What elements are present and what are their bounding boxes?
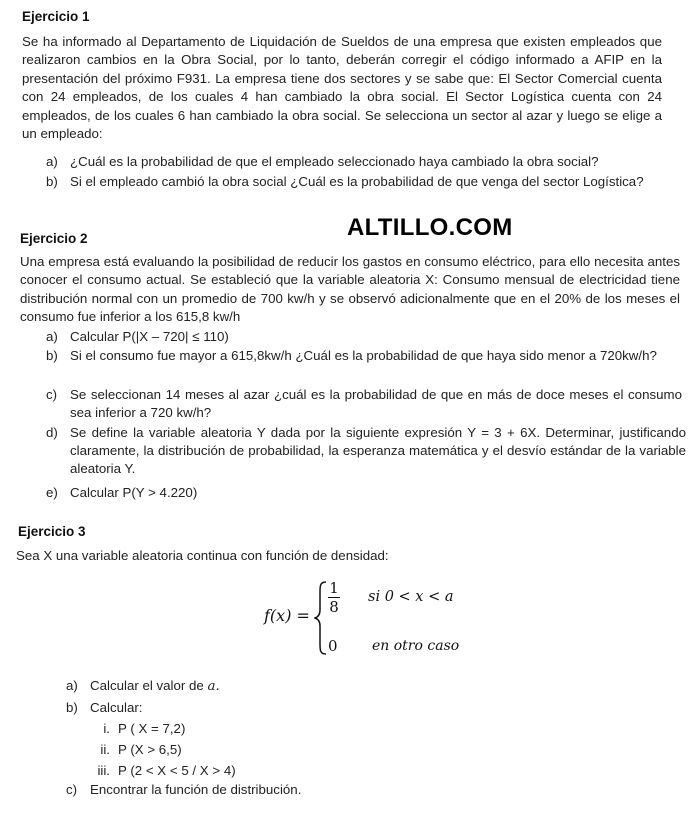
- sub-item-text: P (2 < X < 5 / X > 4): [118, 763, 236, 778]
- item-text: Calcular P(|X – 720| ≤ 110): [70, 329, 229, 344]
- formula-zero: 0: [328, 637, 338, 655]
- item-label: a): [46, 329, 58, 344]
- item-text: Si el consumo fue mayor a 615,8kw/h ¿Cuál es la probabilidad de que haya sido menor a 720kw/h?: [70, 348, 657, 363]
- ej3-intro: Sea X una variable aleatoria continua con función de densidad:: [16, 548, 389, 563]
- item-text: Se seleccionan 14 meses al azar ¿cuál es la probabilidad de que en más de doce meses el consumo sea inferior a 720 kw/h?: [70, 387, 682, 421]
- formula-lhs: f(x) =: [264, 606, 310, 625]
- ej3-item-b: [66, 699, 466, 717]
- sub-item-text: P ( X = 7,2): [118, 721, 186, 736]
- formula-condition-2: en otro caso: [372, 638, 460, 654]
- item-text: Si el empleado cambió la obra social ¿Cuál es la probabilidad de que venga del sector Logística?: [70, 174, 644, 189]
- item-text: Encontrar la función de distribución.: [90, 782, 302, 797]
- ej3-sub-i: [103, 720, 186, 738]
- item-label: a): [46, 154, 58, 169]
- fraction-numerator: 1: [329, 579, 339, 597]
- item-text: ¿Cuál es la probabilidad de que el empleado seleccionado haya cambiado la obra social?: [70, 154, 599, 169]
- fraction: [328, 580, 340, 615]
- sub-item-label: iii.: [97, 763, 110, 778]
- sub-item-text: P (X > 6,5): [118, 742, 182, 757]
- ej2-item-e: [46, 484, 646, 502]
- ej2-title: Ejercicio 2: [20, 231, 88, 246]
- item-variable: a.: [207, 679, 220, 694]
- curly-brace-icon: [314, 580, 328, 656]
- density-formula: [262, 578, 502, 658]
- item-label: c): [46, 387, 58, 402]
- ej2-item-c: [46, 386, 682, 422]
- formula-condition-1: si 0 < x < a: [368, 589, 454, 605]
- ej1-item-b: [46, 173, 670, 191]
- ej2-item-d: [46, 424, 686, 479]
- ej3-title: Ejercicio 3: [18, 524, 86, 539]
- ej3-item-c: [66, 781, 466, 799]
- item-text: [90, 677, 466, 696]
- item-label: b): [66, 700, 78, 715]
- item-text: Calcular:: [90, 700, 143, 715]
- ej1-item-a: [46, 153, 662, 171]
- item-text: Se define la variable aleatoria Y dada por la siguiente expresión Y = 3 + 6X. Determinar, justificando claramente, la distribución de probabilidad, la esperanza matemática y el desvío estándar de la variable aleatoria Y.: [70, 425, 686, 477]
- item-label: c): [66, 782, 78, 797]
- fraction-denominator: 8: [329, 598, 339, 616]
- ej3-item-a: [66, 677, 466, 696]
- ej2-item-a: [46, 328, 676, 346]
- item-label: b): [46, 348, 58, 363]
- item-label: b): [46, 174, 58, 189]
- ej2-intro: Una empresa está evaluando la posibilidad de reducir los gastos en consumo eléctrico, para ello necesita antes conocer el consumo actual. Se estableció que la variable aleatoria X: Consumo mensual de electricidad tiene distribución normal con un promedio de 700 kw/h y se observó adicionalmente que en el 20% de los meses el consumo fue inferior a los 615,8 kw/h: [20, 254, 680, 325]
- sub-item-label: i.: [103, 721, 110, 736]
- ej3-sub-iii: [97, 762, 236, 780]
- item-label: d): [46, 425, 58, 440]
- item-text-main: Calcular el valor de: [90, 678, 208, 693]
- item-label: a): [66, 678, 78, 693]
- watermark-logo: ALTILLO.COM: [347, 214, 513, 241]
- item-text: Calcular P(Y > 4.220): [70, 485, 198, 500]
- ej1-intro: Se ha informado al Departamento de Liquidación de Sueldos de una empresa que existen empleados que realizaron cambios en la Obra Social, por lo tanto, deberán corregir el código informado a AFIP en la presentación del próximo F931. La empresa tiene dos sectores y se sabe que: El Sector Comercial cuenta con 24 empleados, de los cuales 4 han cambiado la obra social. El Sector Logística cuenta con 24 empleados, de los cuales 6 han cambiado la obra social. Se selecciona un sector al azar y luego se elige a un empleado:: [22, 34, 662, 142]
- sub-item-label: ii.: [100, 742, 110, 757]
- item-label: e): [46, 485, 58, 500]
- ej3-sub-ii: [100, 741, 182, 759]
- ej1-title: Ejercicio 1: [22, 9, 90, 24]
- ej2-item-b: [46, 347, 682, 365]
